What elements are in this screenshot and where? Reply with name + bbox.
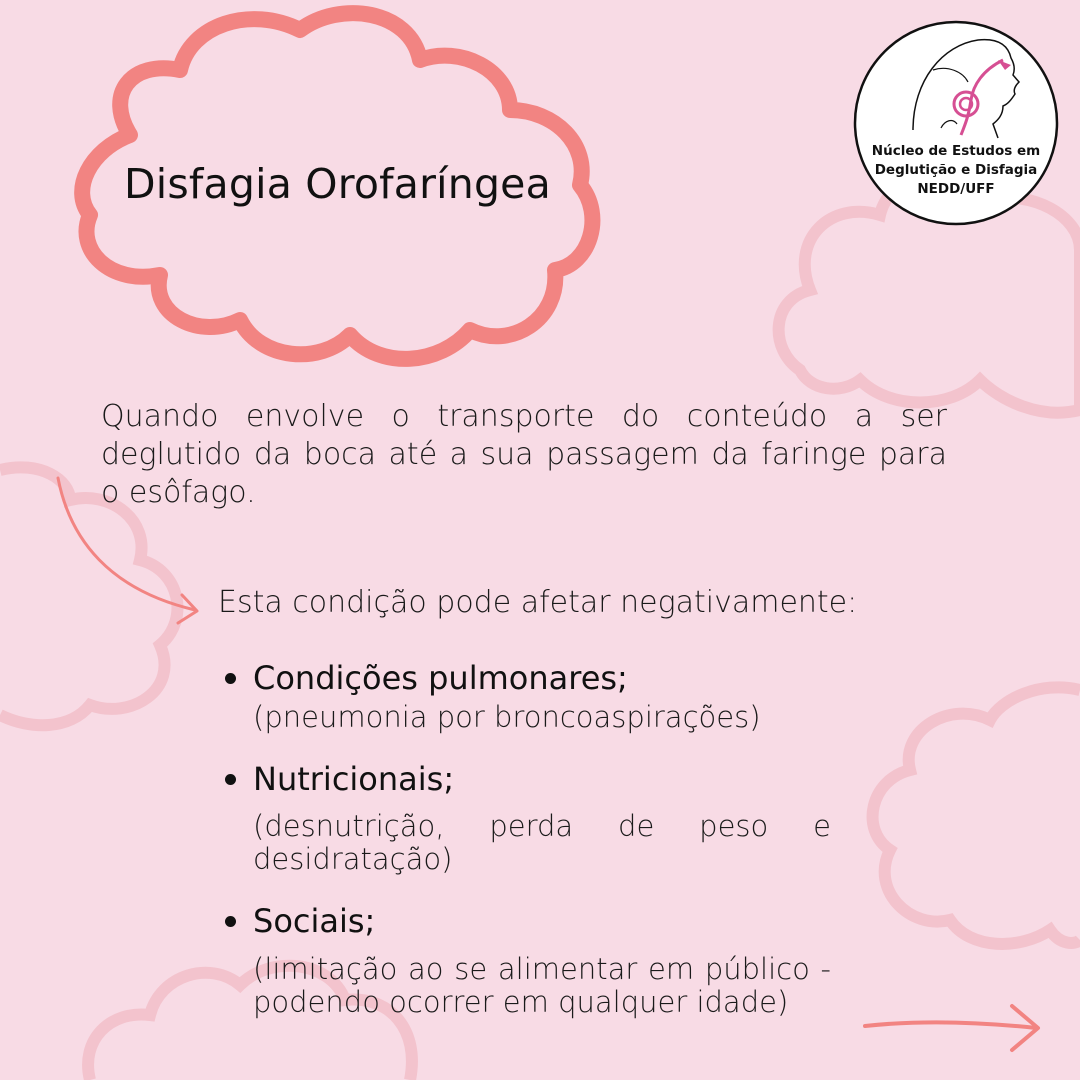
item-title: Sociais;	[253, 902, 376, 940]
logo-line-3: NEDD/UFF	[917, 181, 995, 197]
lead-text: Esta condição pode afetar negativamente:	[218, 585, 858, 620]
bullet-icon	[225, 916, 236, 927]
item-description: (limitação ao se alimentar em público - podendo ocorrer em qualquer idade)	[253, 952, 831, 1019]
nedd-logo	[853, 20, 1059, 226]
bullet-icon	[225, 774, 236, 785]
faint-cloud-right-lower	[873, 687, 1080, 944]
item-title: Condições pulmonares;	[253, 659, 628, 697]
logo-line-1: Núcleo de Estudos em	[871, 143, 1041, 159]
page-title: Disfagia Orofaríngea	[124, 160, 551, 208]
next-arrow-icon	[865, 1022, 1036, 1028]
logo-line-2: Deglutição e Disfagia	[874, 162, 1038, 178]
item-title: Nutricionais;	[253, 760, 455, 798]
item-description: (desnutrição, perda de peso e desidratação)	[253, 809, 831, 876]
item-description: (pneumonia por broncoaspirações)	[253, 700, 761, 734]
intro-paragraph: Quando envolve o transporte do conteúdo a ser deglutido da boca até a sua passagem da faringe para o esôfago.	[101, 399, 947, 510]
bullet-icon	[225, 673, 236, 684]
